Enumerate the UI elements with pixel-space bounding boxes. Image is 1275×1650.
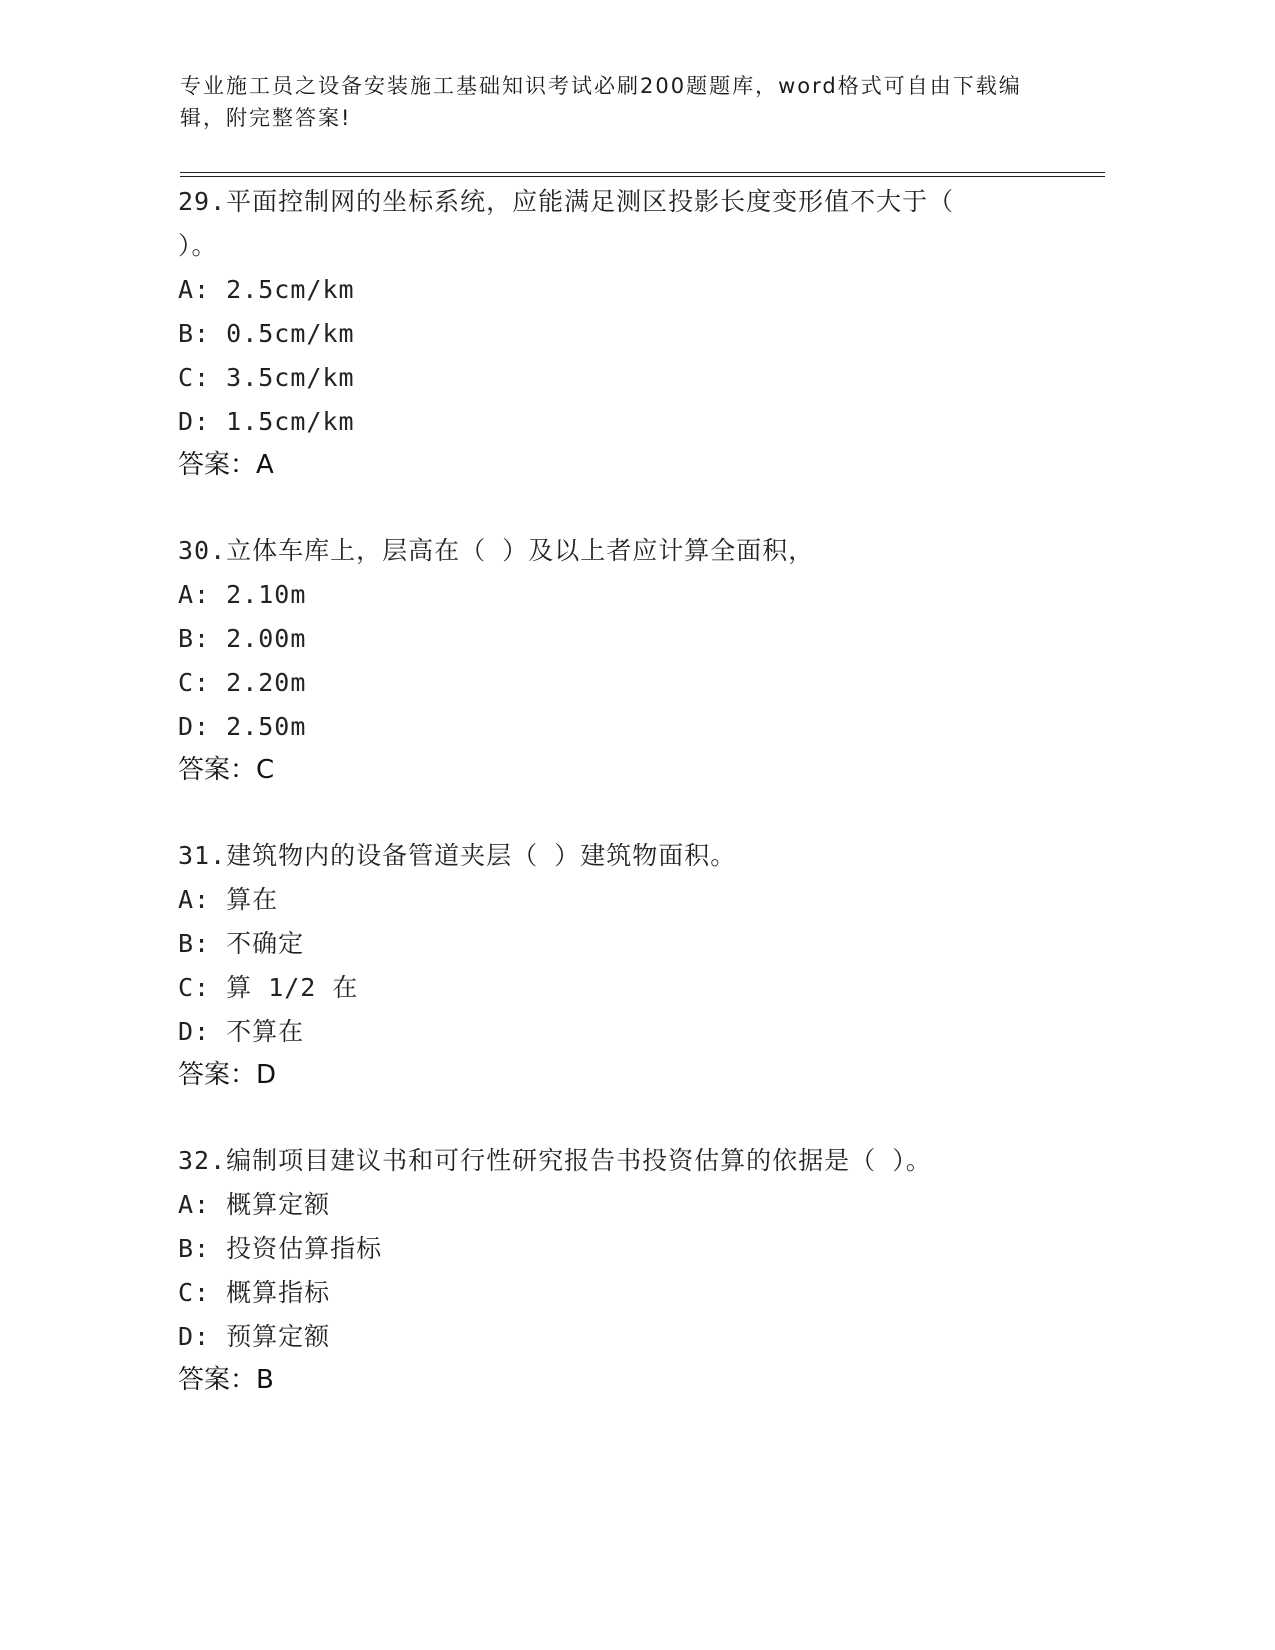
document-header: 专业施工员之设备安装施工基础知识考试必刷200题题库，word格式可自由下载编辑，附完整答案! [180, 74, 1022, 130]
option-b: B: 2.00m [178, 624, 307, 653]
option-a: A: 算在 [178, 885, 279, 914]
option-c: C: 概算指标 [178, 1278, 331, 1307]
question-stem: 32.编制项目建议书和可行性研究报告书投资估算的依据是（ ）。 [178, 1146, 932, 1175]
option-a: A: 概算定额 [178, 1190, 331, 1219]
question-stem: 29.平面控制网的坐标系统，应能满足测区投影长度变形值不大于（ ）。 [178, 187, 955, 260]
option-d: D: 预算定额 [178, 1322, 331, 1351]
question-block [178, 834, 1078, 1096]
question-block [178, 1139, 1078, 1401]
option-a: A: 2.10m [178, 580, 307, 609]
option-c: C: 3.5cm/km [178, 363, 355, 392]
option-d: D: 1.5cm/km [178, 407, 355, 436]
question-stem: 30.立体车库上，层高在（ ）及以上者应计算全面积， [178, 536, 815, 565]
option-c: C: 算 1/2 在 [178, 973, 359, 1002]
option-b: B: 投资估算指标 [178, 1234, 383, 1263]
option-a: A: 2.5cm/km [178, 275, 355, 304]
answer-label: 答案：A [178, 450, 274, 480]
option-d: D: 不算在 [178, 1017, 305, 1046]
option-c: C: 2.20m [178, 668, 307, 697]
option-b: B: 0.5cm/km [178, 319, 355, 348]
header-divider [180, 172, 1105, 177]
option-b: B: 不确定 [178, 929, 305, 958]
question-block [178, 529, 1078, 791]
answer-label: 答案：D [178, 1060, 277, 1090]
option-d: D: 2.50m [178, 712, 307, 741]
question-block [178, 180, 1008, 486]
answer-label: 答案：C [178, 755, 275, 785]
question-stem: 31.建筑物内的设备管道夹层（ ）建筑物面积。 [178, 841, 737, 870]
answer-label: 答案：B [178, 1365, 274, 1395]
